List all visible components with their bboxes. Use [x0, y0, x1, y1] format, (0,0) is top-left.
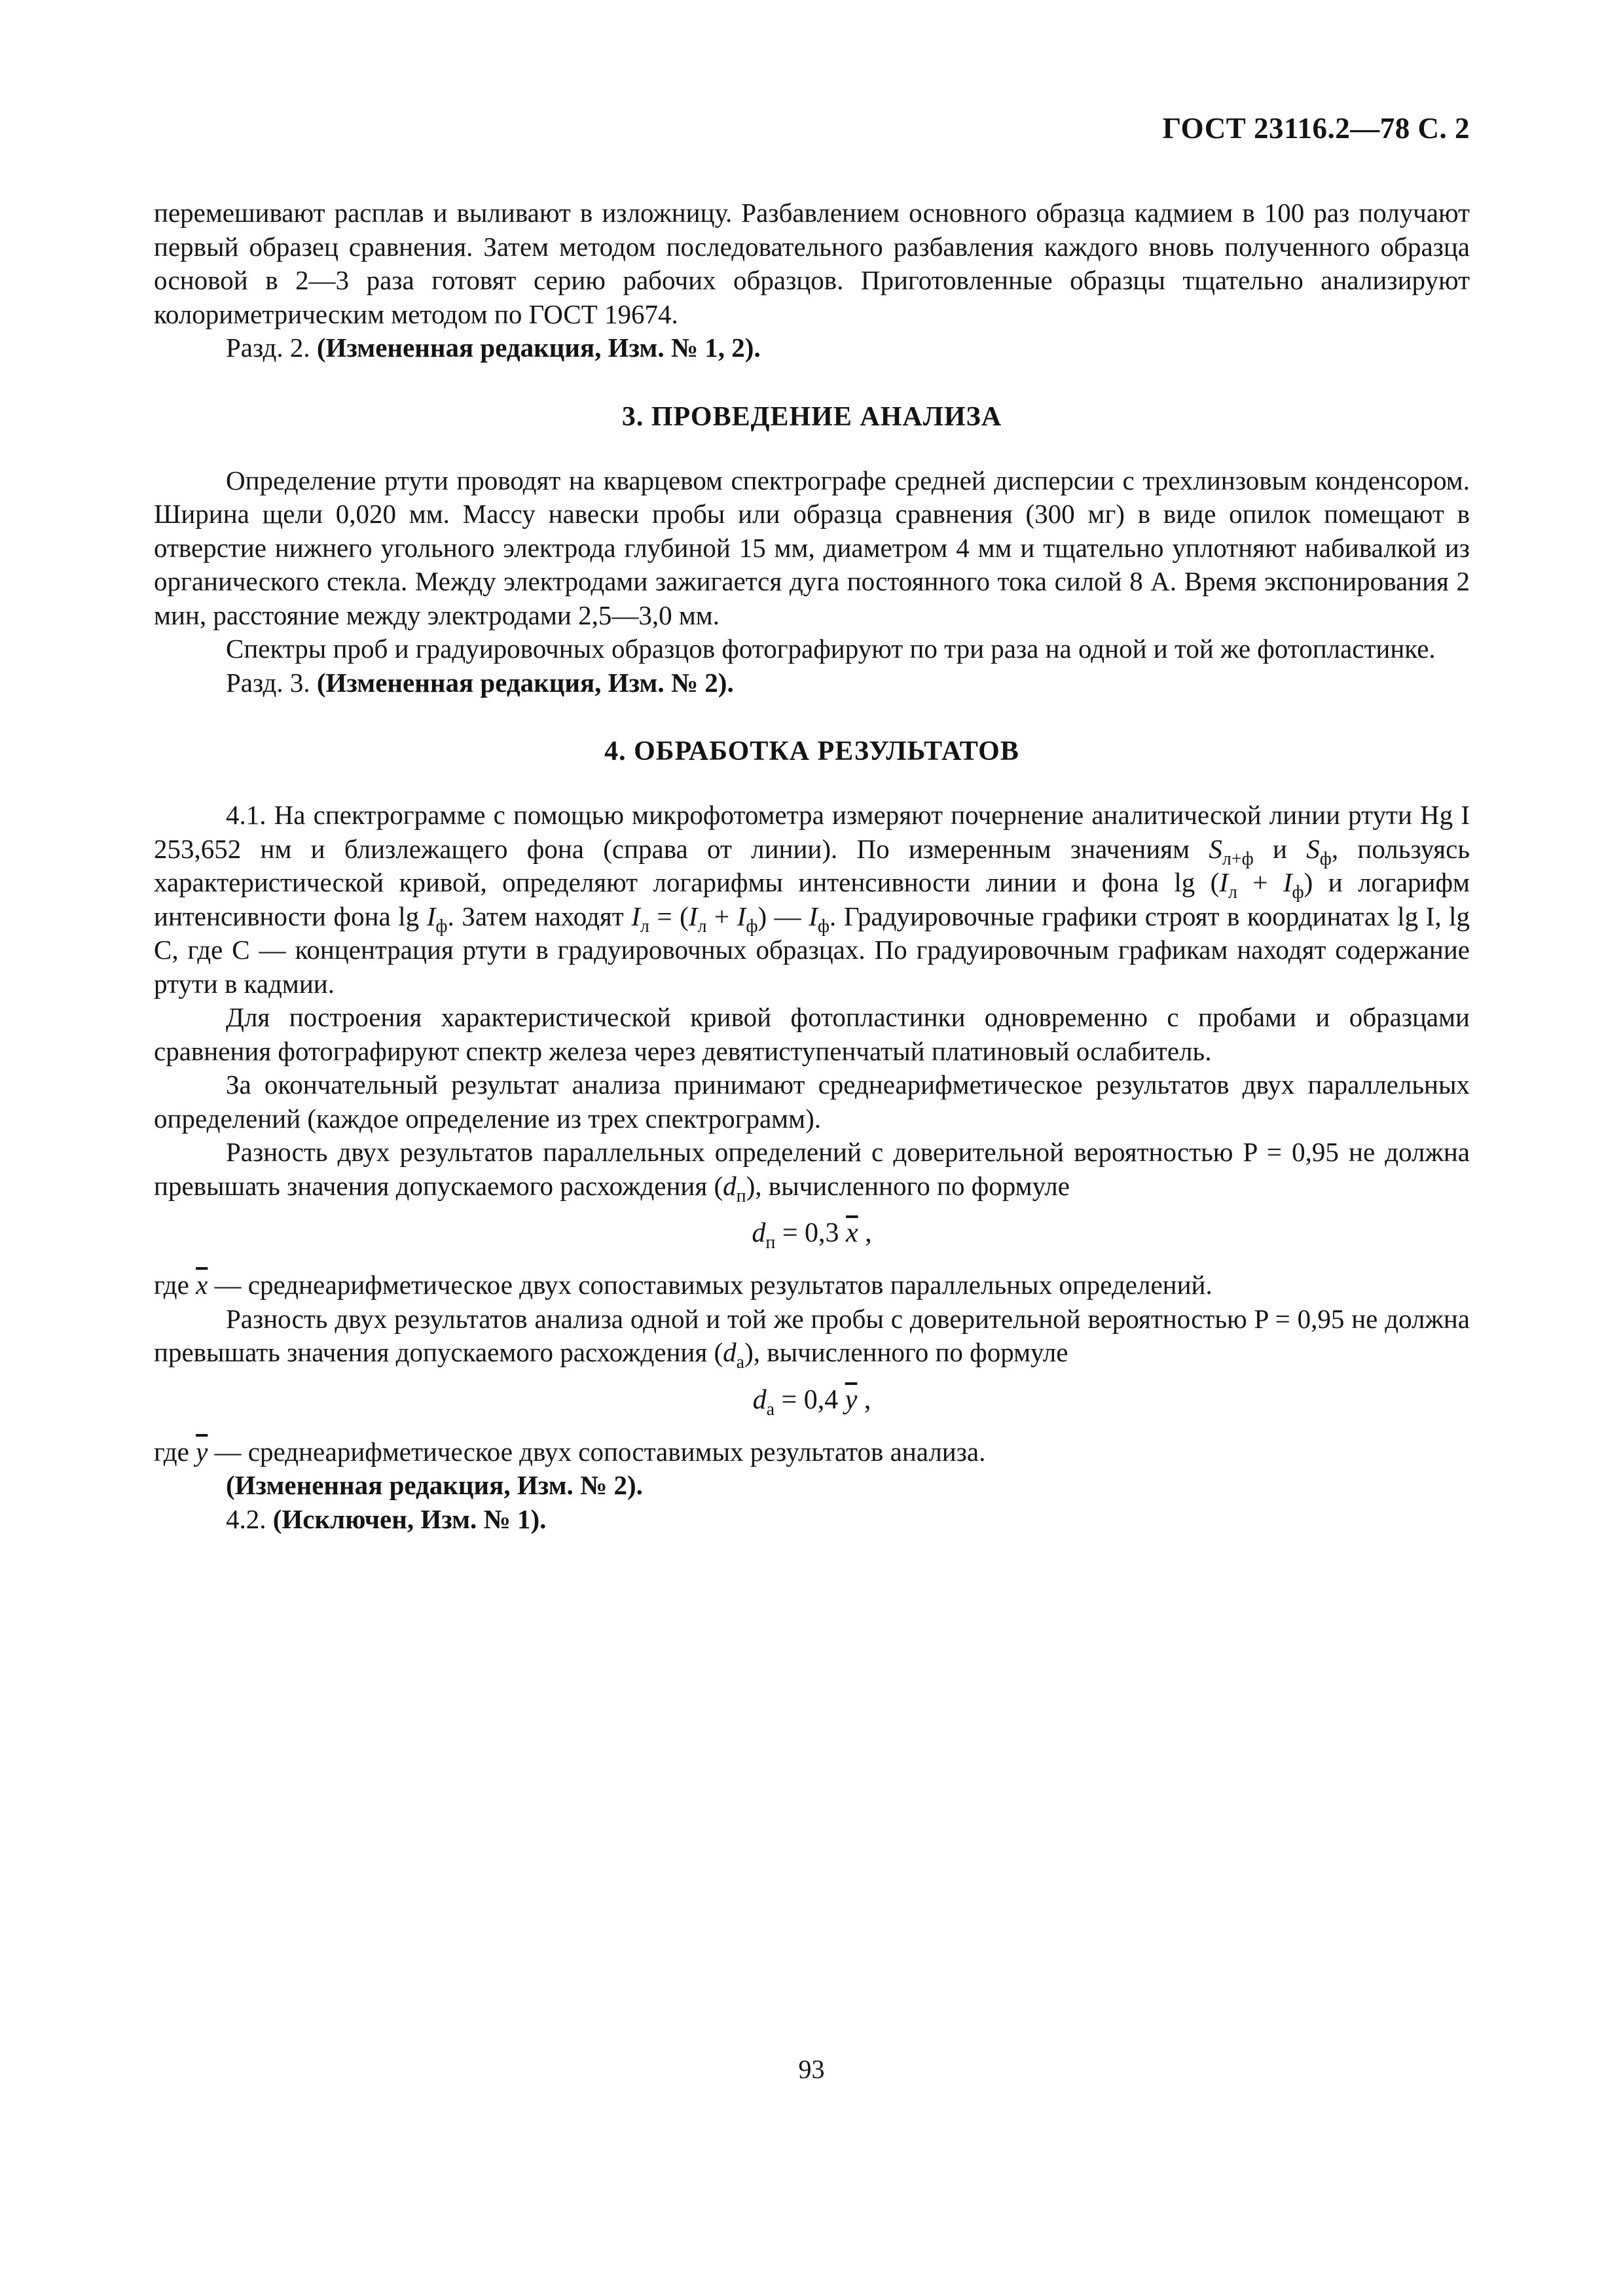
note-prefix: Разд. 2. — [226, 332, 310, 363]
section-3-paragraph-2: Спектры проб и градуировочных образцов фотографируют по три раза на одной и той же фотопластинке. — [226, 634, 1436, 664]
formula-da: $d_а = 0,4$ $\overline{y}$ , — [752, 1384, 871, 1420]
where-x-definition: где $\overline{x}$ — среднеарифметическое двух сопоставимых результатов параллельных определений. — [154, 1270, 1213, 1300]
section-3-paragraph-1: Определение ртути проводят на кварцевом спектрографе средней дисперсии с трехлинзовым конденсором. Ширина щели 0,020 мм. Массу навески пробы или образца сравнения (300 мг) в виде опилок помещают в отверстие нижнего угольного электрода глубиной 15 мм, диаметром 4 мм и тщательно уплотняют набивалкой из органического стекла. Между электродами зажигается дуга постоянного тока силой 8 А. Время экспонирования 2 мин, расстояние между электродами 2,5—3,0 мм. — [154, 465, 1470, 630]
intro-amendment-note — [154, 331, 1470, 365]
section-3-amendment-note — [154, 666, 1470, 700]
formula-dp: $d_п = 0,3$ $\overline{x}$ , — [752, 1218, 872, 1253]
note-bold: (Измененная редакция, Изм. № 1, 2). — [316, 332, 761, 363]
paragraph-4-1: 4.1. На спектрограмме с помощью микрофотометра измеряют почернение аналитической линии ртути Hg I 253,652 нм и близлежащего фона (справа от линии). По измеренным значениям $S_{л+ф}$ и $S_ф$, пользуясь характеристической кривой, определяют логарифмы интенсивности линии и фона $\lg (I_л + I_ф)$ и логарифм интенсивности фона $\lg I_ф$. Затем находят $I_л = (I_л + I_ф)$ — $I_ф$. Градуировочные графики строят в координатах lg I, lg C, где C — концентрация ртути в градуировочных образцах. По градуировочным графикам находят содержание ртути в кадмии. — [154, 800, 1470, 999]
section-4-paragraph-3: За окончательный результат анализа принимают среднеарифметическое результатов двух параллельных определений (каждое определение из трех спектрограмм). — [154, 1069, 1470, 1134]
note-prefix: Разд. 3. — [226, 667, 310, 698]
section-4-paragraph-5: Разность двух результатов анализа одной и той же пробы с доверительной вероятностью P = 0,95 не должна превышать значения допускаемого расхождения $(d_а)$, вычисленного по формуле — [154, 1303, 1470, 1372]
section-4-title: 4. ОБРАБОТКА РЕЗУЛЬТАТОВ — [604, 736, 1019, 766]
paragraph-4-2: 4.2. (Исключен, Изм. № 1). — [226, 1503, 547, 1534]
document-header: ГОСТ 23116.2—78 С. 2 — [1162, 112, 1470, 145]
note-bold: (Измененная редакция, Изм. № 2). — [316, 667, 734, 698]
section-3-title: 3. ПРОВЕДЕНИЕ АНАЛИЗА — [621, 401, 1002, 432]
section-4-paragraph-4: Разность двух результатов параллельных определений с доверительной вероятностью P = 0,95 не должна превышать значения допускаемого расхождения $(d_п)$, вычисленного по формуле — [154, 1137, 1470, 1206]
where-y-definition: где $\overline{y}$ — среднеарифметическое двух сопоставимых результатов анализа. — [154, 1436, 986, 1467]
intro-paragraph: перемешивают расплав и выливают в изложницу. Разбавлением основного образца кадмием в 100 раз получают первый образец сравнения. Затем методом последовательного разбавления каждого вновь полученного образца основой в 2—3 раза готовят серию рабочих образцов. Приготовленные образцы тщательно анализируют колориметрическим методом по ГОСТ 19674. — [154, 198, 1470, 329]
document-page — [154, 111, 1470, 1536]
section-4-paragraph-2: Для построения характеристической кривой фотопластинки одновременно с пробами и образцами сравнения фотографируют спектр железа через девятиступенчатый платиновый ослабитель. — [154, 1002, 1470, 1066]
page-number: 93 — [798, 2054, 825, 2084]
section-4-amendment-note: (Измененная редакция, Изм. № 2). — [226, 1470, 643, 1500]
